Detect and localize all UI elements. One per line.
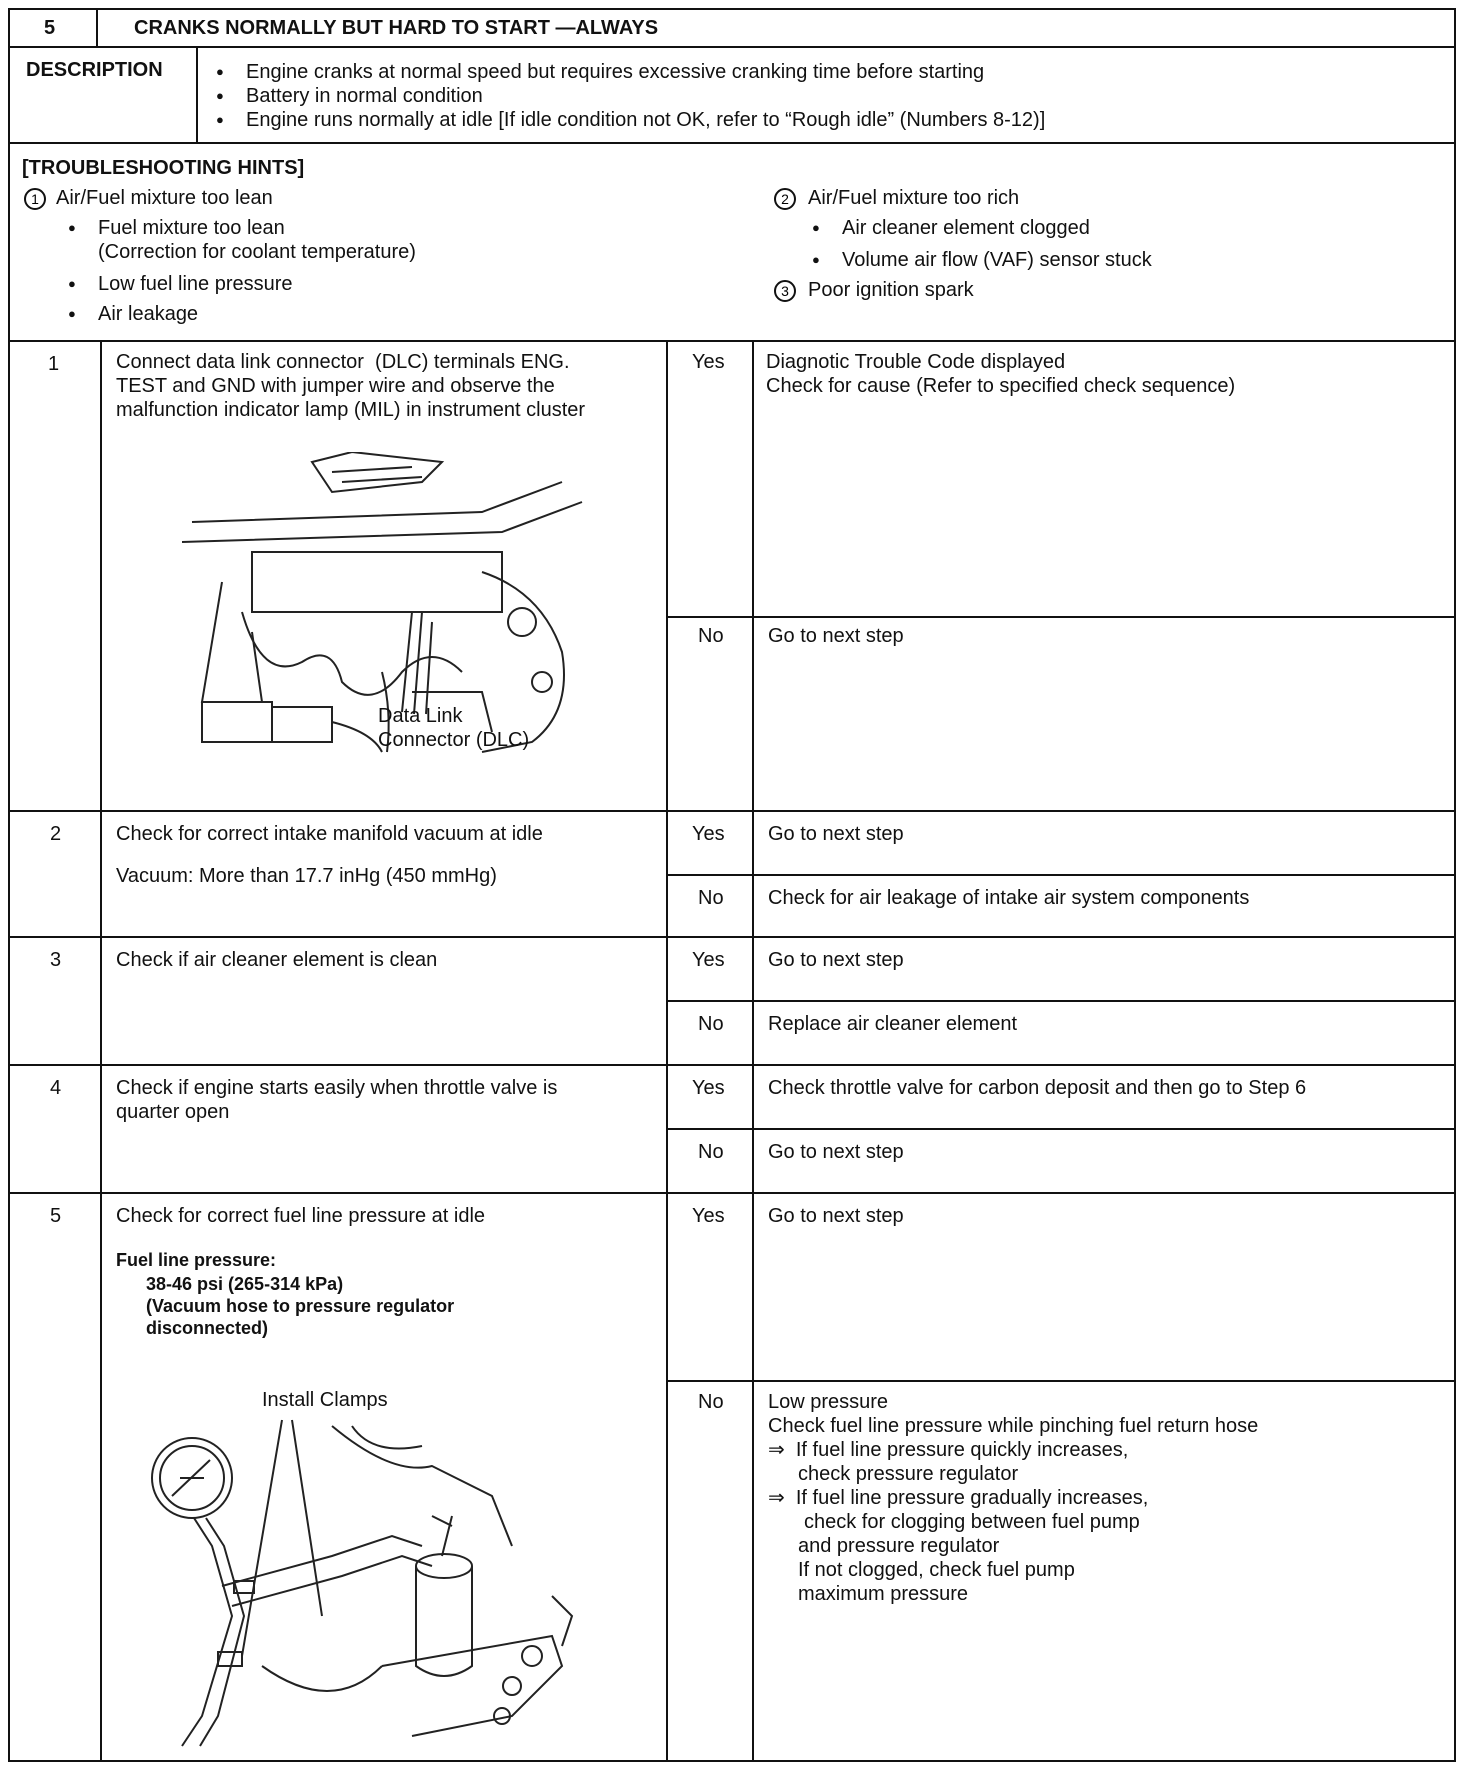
yes-no-divider <box>668 1000 1454 1002</box>
hint-rich-item: ● Volume air flow (VAF) sensor stuck <box>842 248 1152 272</box>
step-spec: Vacuum: More than 17.7 inHg (450 mmHg) <box>116 865 497 887</box>
no-result-line: Go to next step <box>768 625 904 647</box>
svg-text:1: 1 <box>31 191 39 207</box>
header-row <box>10 10 1454 48</box>
step-number-cell <box>10 812 102 936</box>
circled-number-2-icon <box>772 186 798 212</box>
header-number-cell <box>10 10 98 46</box>
description-row <box>10 48 1454 144</box>
no-label: No <box>698 1013 724 1035</box>
step-action-line: Check if air cleaner element is clean <box>116 949 438 971</box>
header-number: 5 <box>44 17 56 39</box>
yes-result-line: Check for cause (Refer to specified check sequence) <box>766 375 1236 397</box>
yes-label: Yes <box>692 1077 725 1099</box>
no-label: No <box>698 1391 724 1413</box>
step-number: 5 <box>50 1205 62 1227</box>
dlc-figure-label: Data Link <box>378 705 463 727</box>
yes-result-line: Go to next step <box>768 1205 904 1227</box>
step-number: 1 <box>48 353 60 375</box>
step-action-cell <box>102 342 668 810</box>
step-row-3 <box>10 938 1454 1066</box>
yes-label: Yes <box>692 1205 725 1227</box>
step-action-line: Check for correct fuel line pressure at idle <box>116 1205 486 1227</box>
spec-line: 38-46 psi (265-314 kPa) <box>146 1274 344 1294</box>
yes-result-line: Diagnotic Trouble Code displayed <box>766 351 1066 373</box>
step-action-cell <box>102 938 668 1064</box>
yes-label: Yes <box>692 823 725 845</box>
no-result-line: and pressure regulator <box>798 1535 1000 1557</box>
step-row-5 <box>10 1194 1454 1760</box>
hint-lean-heading: Air/Fuel mixture too lean <box>56 187 273 209</box>
spec-line: disconnected) <box>146 1318 269 1338</box>
hints-title: [TROUBLESHOOTING HINTS] <box>22 157 305 179</box>
no-result-line: Go to next step <box>768 1141 904 1163</box>
step-number-cell <box>10 938 102 1064</box>
step-result-cell <box>754 342 1454 810</box>
no-result-line: ⇒ If fuel line pressure gradually increases, <box>768 1487 1149 1509</box>
no-result-line: Replace air cleaner element <box>768 1013 1018 1035</box>
yes-result-line: Go to next step <box>768 823 904 845</box>
no-result-line: check for clogging between fuel pump <box>804 1511 1140 1533</box>
description-item: ● Engine cranks at normal speed but requires excessive cranking time before starting <box>246 60 984 84</box>
hints-row <box>10 144 1454 342</box>
fuel-pressure-gauge-illustration <box>132 1416 612 1756</box>
no-result-line: Low pressure <box>768 1391 889 1413</box>
no-result-line: check pressure regulator <box>798 1463 1019 1485</box>
step-result-label-cell <box>668 1194 754 1760</box>
no-result-line: Check for air leakage of intake air system components <box>768 887 1250 909</box>
no-label: No <box>698 887 724 909</box>
svg-text:2: 2 <box>781 191 789 207</box>
no-result-line: maximum pressure <box>798 1583 969 1605</box>
hint-rich-item: ● Air cleaner element clogged <box>842 216 1090 240</box>
yes-no-divider <box>668 1128 1454 1130</box>
troubleshooting-sheet <box>8 8 1456 1762</box>
step-row-4 <box>10 1066 1454 1194</box>
step-number-cell <box>10 342 102 810</box>
hint-spark-heading: Poor ignition spark <box>808 279 974 301</box>
step-number: 3 <box>50 949 62 971</box>
hint-lean-item: ● Low fuel line pressure <box>98 272 293 296</box>
yes-result-line: Go to next step <box>768 949 904 971</box>
hint-lean-item-note: (Correction for coolant temperature) <box>98 241 416 263</box>
no-result-line: Check fuel line pressure while pinching fuel return hose <box>768 1415 1259 1437</box>
step-action-cell <box>102 1066 668 1192</box>
description-item: ● Engine runs normally at idle [If idle condition not OK, refer to “Rough idle” (Numbers 8-12)] <box>246 108 1045 132</box>
step-result-label-cell <box>668 342 754 810</box>
clamps-figure-label: Install Clamps <box>262 1389 388 1411</box>
yes-no-divider <box>668 874 1454 876</box>
hint-lean-item: ● Fuel mixture too lean <box>98 216 285 240</box>
no-label: No <box>698 625 724 647</box>
description-item: ● Battery in normal condition <box>246 84 483 108</box>
step-row-2 <box>10 812 1454 938</box>
yes-result-line: Check throttle valve for carbon deposit and then go to Step 6 <box>768 1077 1307 1099</box>
step-number: 4 <box>50 1077 62 1099</box>
svg-text:3: 3 <box>781 283 789 299</box>
step-number-cell <box>10 1066 102 1192</box>
no-label: No <box>698 1141 724 1163</box>
hint-lean-item: ● Air leakage <box>98 302 198 326</box>
description-label: DESCRIPTION <box>26 59 163 81</box>
circled-number-3-icon <box>772 278 798 304</box>
step-row-1 <box>10 342 1454 812</box>
step-number-cell <box>10 1194 102 1760</box>
description-label-cell <box>10 48 198 142</box>
step-action-cell <box>102 812 668 936</box>
yes-no-divider <box>668 616 1454 618</box>
circled-number-1-icon <box>22 186 48 212</box>
step-action-line: quarter open <box>116 1101 230 1123</box>
yes-label: Yes <box>692 949 725 971</box>
yes-no-divider <box>668 1380 1454 1382</box>
step-action-line: TEST and GND with jumper wire and observe the <box>116 375 555 397</box>
step-action-line: malfunction indicator lamp (MIL) in instrument cluster <box>116 399 586 421</box>
step-result-cell <box>754 1194 1454 1760</box>
step-action-line: Check if engine starts easily when throttle valve is <box>116 1077 558 1099</box>
hint-rich-heading: Air/Fuel mixture too rich <box>808 187 1020 209</box>
no-result-line: If not clogged, check fuel pump <box>798 1559 1075 1581</box>
no-result-line: ⇒ If fuel line pressure quickly increases, <box>768 1439 1129 1461</box>
step-number: 2 <box>50 823 62 845</box>
spec-title: Fuel line pressure: <box>116 1250 277 1270</box>
header-title: CRANKS NORMALLY BUT HARD TO START —ALWAYS <box>134 17 659 39</box>
dlc-figure-label: Connector (DLC) <box>378 729 530 751</box>
step-action-line: Check for correct intake manifold vacuum at idle <box>116 823 543 845</box>
step-action-cell <box>102 1194 668 1760</box>
step-action-line: Connect data link connector (DLC) terminals ENG. <box>116 351 570 373</box>
spec-line: (Vacuum hose to pressure regulator <box>146 1296 455 1316</box>
yes-label: Yes <box>692 351 725 373</box>
